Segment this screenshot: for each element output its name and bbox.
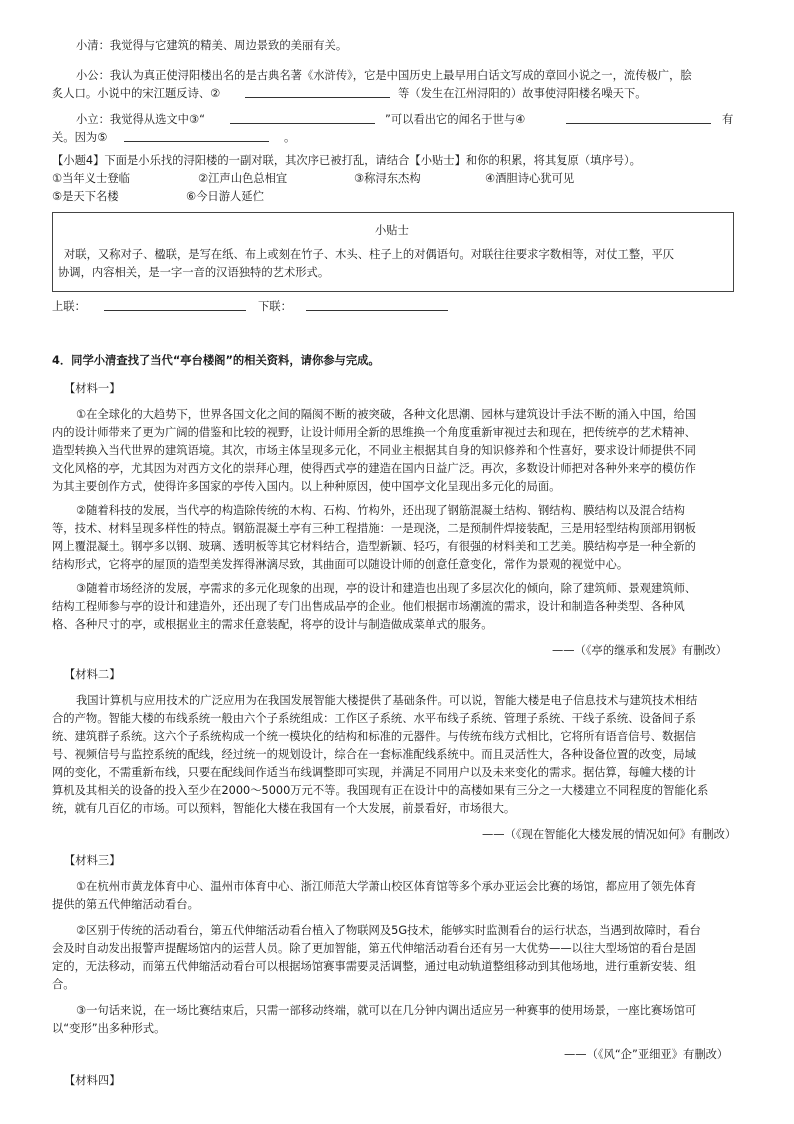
m3-p3-line2: 以“变形”出多种形式。	[52, 1022, 166, 1035]
m3-p2-line3: 定的，无法移动，而第五代伸缩活动看台可以根据场馆赛事需要灵活调整，通过电动轨道整组移动到其他场地，进行重新安装、组	[52, 960, 696, 973]
q4-option-3: ③称浔东杰构	[354, 172, 421, 185]
dialog-xiaogong-line1: 小公：我认为真正使浔阳楼出名的是古典名著《水浒传》，它是中国历史上最早用白话文写成的章回小说之一，流传极广，脍	[76, 69, 692, 82]
dialog-xiaoli-line2b: 。	[284, 131, 296, 144]
answer-blank-4[interactable]	[566, 109, 711, 124]
m2-line4: 号、视频信号与监控系统的配线，经过统一的规划设计，综合在一套标准配线系统中。而且灵活性大，各种设备位置的改变，局域	[52, 748, 696, 761]
q4-option-1: ①当年义士登临	[52, 172, 130, 185]
m3-p1-line1: ①在杭州市黄龙体育中心、温州市体育中心、浙江师范大学萧山校区体育馆等多个承办亚运会比赛的场馆，都应用了领先体育	[76, 880, 697, 893]
m1-p2-line2: 等，技术、材料呈现多样性的特点。钢筋混凝土亭有三种工程措施：一是现浇，二是预制件焊接装配，三是用轻型结构顶部用钢板	[52, 522, 696, 535]
dialog-xiaogong-line2a: 炙人口。小说中的宋江题反诗、②	[52, 87, 221, 100]
tip-line-1: 对联，又称对子、楹联，是写在纸、布上或刻在竹子、木头、柱子上的对偶语句。对联往往要求字数相等，对仗工整，平仄	[64, 248, 675, 261]
m1-p1-line5: 为其主要创作方式，使得许多国家的亭传入国内。以上种种原因，使中国亭文化呈现出多元化的局面。	[52, 480, 561, 493]
m2-line1: 我国计算机与应用技术的广泛应用为在我国发展智能大楼提供了基础条件。可以说，智能大楼是电子信息技术与建筑技术相结	[76, 694, 698, 707]
m1-p1-line3: 造型转换入当代世界的建筑语境。其次，市场主体呈现多元化，不同业主根据其自身的知识修养和个性喜好，要求设计师提供不同	[52, 444, 696, 457]
m3-p3-line1: ③一句话来说，在一场比赛结束后，只需一部移动终端，就可以在几分钟内调出适应另一种赛事的使用场景，一座比赛场馆可	[76, 1004, 697, 1017]
material-1-label: 【材料一】	[64, 382, 121, 395]
dialog-xiaoqing: 小清：我觉得与它建筑的精美、周边景致的美丽有关。	[76, 39, 348, 52]
m2-line3: 统、建筑群子系统。这六个子系统构成一个统一模块化的结构和标准的元器件。与传统布线方式相比，它将所有语音信号、数据信	[52, 730, 696, 743]
q4-option-6: ⑥今日游人延伫	[186, 190, 264, 203]
m1-p3-line2: 结构工程师参与亭的设计和建造外，还出现了专门出售成品亭的企业。他们根据市场潮流的需求，设计和制造各种类型、各种风	[52, 600, 685, 613]
material-2-label: 【材料二】	[64, 668, 121, 681]
tip-line-2: 协调，内容相关，是一字一音的汉语独特的艺术形式。	[58, 266, 330, 279]
dialog-xiaogong-line2b: 等（发生在江州浔阳的）故事使浔阳楼名噪天下。	[398, 87, 647, 100]
answer-blank-3[interactable]	[230, 109, 375, 124]
q4-prompt: 【小题4】下面是小乐找的浔阳楼的一副对联，其次序已被打乱，请结合【小贴士】和你的积累，将其复原（填序号）。	[52, 154, 641, 167]
m2-line7: 统，就有几百亿的市场。可以预料，智能化大楼在我国有一个大发展，前景看好，市场很大。	[52, 802, 516, 815]
section4-heading: 4．同学小清查找了当代“亭台楼阁”的相关资料，请你参与完成。	[52, 354, 380, 367]
dialog-xiaoli-line1b: ”可以看出它的闻名于世与④	[385, 113, 526, 126]
m3-p2-line1: ②区别于传统的活动看台，第五代伸缩活动看台植入了物联网及5G技术，能够实时监测看台的运行状态，当遇到故障时，看台	[76, 924, 701, 937]
m1-p1-line2: 内的设计师带来了更为广阔的借鉴和比较的视野，让设计师用全新的思维换一个角度重新审视过去和现在，把传统亭的艺术精神、	[52, 426, 696, 439]
answer-blank-5[interactable]	[124, 127, 269, 142]
lower-couplet-blank[interactable]	[306, 296, 448, 311]
q4-option-2: ②江声山色总相宜	[198, 172, 288, 185]
m3-p1-line2: 提供的第五代伸缩活动看台。	[52, 898, 199, 911]
m2-source: ——（《现在智能化大楼发展的情况如何》有删改）	[482, 828, 737, 841]
answer-blank-2[interactable]	[245, 83, 390, 98]
m2-line5: 网的变化，不需重新布线，只要在配线间作适当布线调整即可实现，并满足不同用户以及未来变化的需求。据估算，每幢大楼的计	[52, 766, 696, 779]
dialog-xiaoli-line2a: 关。因为⑤	[52, 131, 108, 144]
upper-couplet-blank[interactable]	[104, 296, 246, 311]
m2-line6: 算机及其相关的设备的投入至少在2000～5000万元不等。我国现有正在设计中的高楼如果有三分之一大楼建立不同程度的智能化系	[52, 784, 709, 797]
m3-p2-line2: 会及时自动发出报警声提醒场馆内的运营人员。除了更加智能，第五代伸缩活动看台还有另一大优势——以往大型场馆的看台是固	[52, 942, 696, 955]
m1-p1-line4: 文化风格的亭，尤其因为对西方文化的崇拜心理，使得西式亭的建造在国内日益广泛。再次，多数设计师把对各种外来亭的模仿作	[52, 462, 696, 475]
m1-p3-line3: 格、各种尺寸的亭，或根据业主的需求任意装配，将亭的设计与制造做成菜单式的服务。	[52, 618, 493, 631]
material-4-label: 【材料四】	[64, 1074, 121, 1087]
m1-p1-line1: ①在全球化的大趋势下，世界各国文化之间的隔阂不断的被突破，各种文化思潮、园林与建筑设计手法不断的涌入中国，给国	[76, 408, 697, 421]
m1-p3-line1: ③随着市场经济的发展，亭需求的多元化现象的出现，亭的设计和建造也出现了多层次化的倾向，除了建筑师、景观建筑师、	[76, 582, 697, 595]
upper-couplet-label: 上联：	[52, 300, 86, 313]
q4-option-5: ⑤是天下名楼	[52, 190, 119, 203]
m1-p2-line4: 结构形式，它将亭的屋顶的造型美发挥得淋漓尽致，其曲面可以随设计师的创意任意变化，常作为景观的视觉中心。	[52, 558, 629, 571]
lower-couplet-label: 下联：	[258, 300, 292, 313]
material-3-label: 【材料三】	[64, 854, 121, 867]
tip-title: 小贴士	[375, 224, 409, 237]
m3-source: ——（《风“企”亚细亚》有删改）	[564, 1048, 729, 1061]
dialog-xiaoli-line1a: 小立：我觉得从选文中③“	[76, 113, 205, 126]
m2-line2: 合的产物。智能大楼的布线系统一般由六个子系统组成：工作区子系统、水平布线子系统、管理子系统、干线子系统、设备间子系	[52, 712, 696, 725]
dialog-xiaoli-line1c: 有	[722, 113, 734, 126]
m1-p2-line3: 网上覆混凝土。钢亭多以钢、玻璃、透明板等其它材料结合，造型新颖、轻巧，有很强的材料美和工艺美。膜结构亭是一种全新的	[52, 540, 696, 553]
q4-option-4: ④酒胆诗心犹可见	[485, 172, 575, 185]
m1-p2-line1: ②随着科技的发展，当代亭的构造除传统的木构、石构、竹构外，还出现了钢筋混凝土结构、钢结构、膜结构以及混合结构	[76, 504, 685, 517]
m3-p2-line4: 合。	[52, 978, 75, 991]
m1-source: ——（《亭的继承和发展》有删改）	[552, 644, 728, 657]
